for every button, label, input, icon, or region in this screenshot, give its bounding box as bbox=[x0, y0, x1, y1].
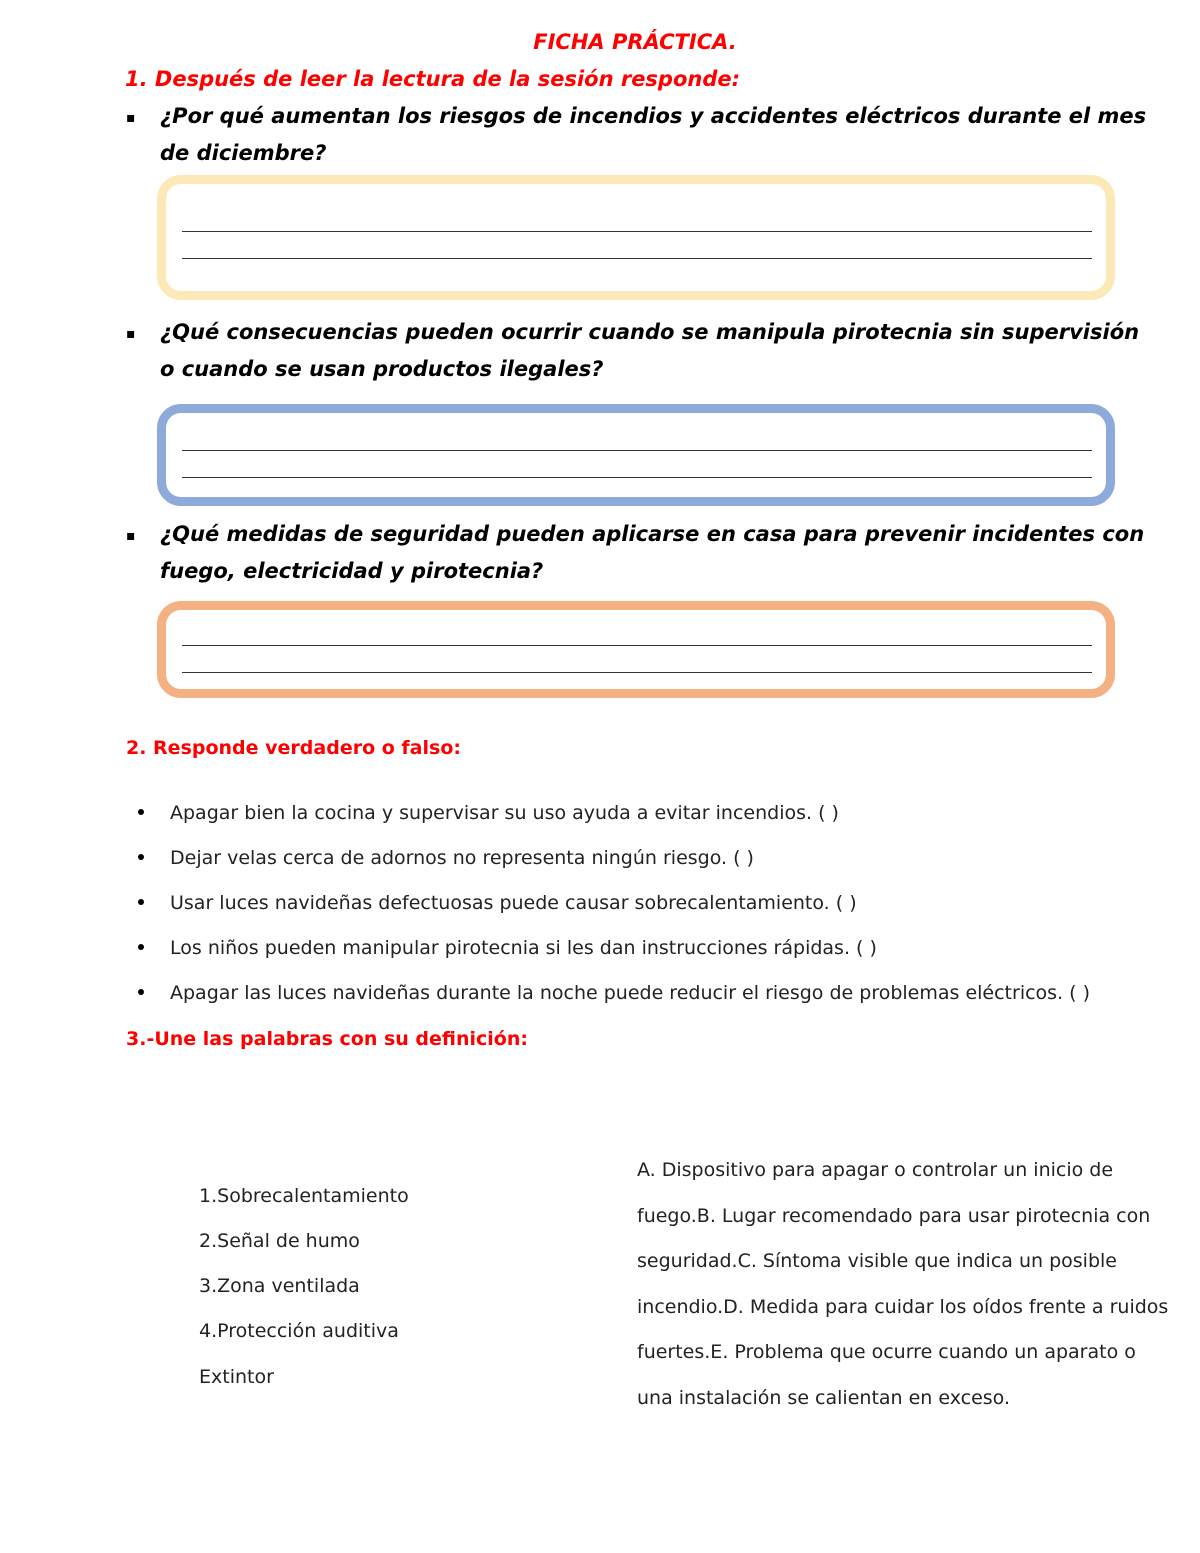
question-1: ¿Por qué aumentan los riesgos de incendios y accidentes eléctricos durante el mes de diciembre? bbox=[160, 104, 1147, 165]
true-false-item: Usar luces navideñas defectuosas puede causar sobrecalentamiento. ( ) bbox=[138, 892, 857, 914]
true-false-item: Apagar bien la cocina y supervisar su uso ayuda a evitar incendios. ( ) bbox=[138, 802, 839, 824]
answer-line bbox=[182, 672, 1092, 674]
bullet-icon: ▪ bbox=[126, 528, 136, 544]
answer-lines-1 bbox=[182, 231, 1092, 260]
answer-lines-2 bbox=[182, 450, 1092, 479]
section-1-heading: 1. Después de leer la lectura de la sesión responde: bbox=[125, 67, 741, 91]
question-2: ¿Qué consecuencias pueden ocurrir cuando se manipula pirotecnia sin supervisión o cuando se usan productos ilegales? bbox=[160, 320, 1140, 381]
answer-line bbox=[182, 477, 1092, 479]
answer-line bbox=[182, 450, 1092, 452]
bullet-icon: ▪ bbox=[126, 110, 136, 126]
true-false-item: Los niños pueden manipular pirotecnia si les dan instrucciones rápidas. ( ) bbox=[138, 937, 877, 959]
match-word: Extintor bbox=[199, 1366, 274, 1388]
question-3: ¿Qué medidas de seguridad pueden aplicarse en casa para prevenir incidentes con fuego, electricidad y pirotecnia? bbox=[160, 522, 1145, 583]
bullet-dot-icon bbox=[138, 809, 144, 815]
page-title: FICHA PRÁCTICA. bbox=[533, 30, 737, 54]
section-2-heading: 2. Responde verdadero o falso: bbox=[126, 737, 461, 759]
answer-line bbox=[182, 645, 1092, 647]
match-word: 1.Sobrecalentamiento bbox=[199, 1185, 409, 1207]
bullet-dot-icon bbox=[138, 854, 144, 860]
bullet-icon: ▪ bbox=[126, 326, 136, 342]
bullet-dot-icon bbox=[138, 899, 144, 905]
match-word: 2.Señal de humo bbox=[199, 1230, 360, 1252]
match-word: 4.Protección auditiva bbox=[199, 1320, 399, 1342]
match-word: 3.Zona ventilada bbox=[199, 1275, 360, 1297]
bullet-dot-icon bbox=[138, 989, 144, 995]
answer-lines-3 bbox=[182, 645, 1092, 674]
section-3-heading: 3.-Une las palabras con su definición: bbox=[126, 1028, 528, 1050]
true-false-item: Dejar velas cerca de adornos no representa ningún riesgo. ( ) bbox=[138, 847, 754, 869]
true-false-item: Apagar las luces navideñas durante la noche puede reducir el riesgo de problemas eléctricos. ( ) bbox=[138, 982, 1090, 1004]
bullet-dot-icon bbox=[138, 944, 144, 950]
match-definitions: A. Dispositivo para apagar o controlar un inicio de fuego.B. Lugar recomendado para usar pirotecnia con seguridad.C. Síntoma visible que indica un posible incendio.D. Medida para cuidar los oídos frente a ruidos fuertes.E. Problema que ocurre cuando un aparato o una instalación se calientan en exceso. bbox=[637, 1159, 1169, 1409]
answer-line bbox=[182, 258, 1092, 260]
answer-line bbox=[182, 231, 1092, 233]
